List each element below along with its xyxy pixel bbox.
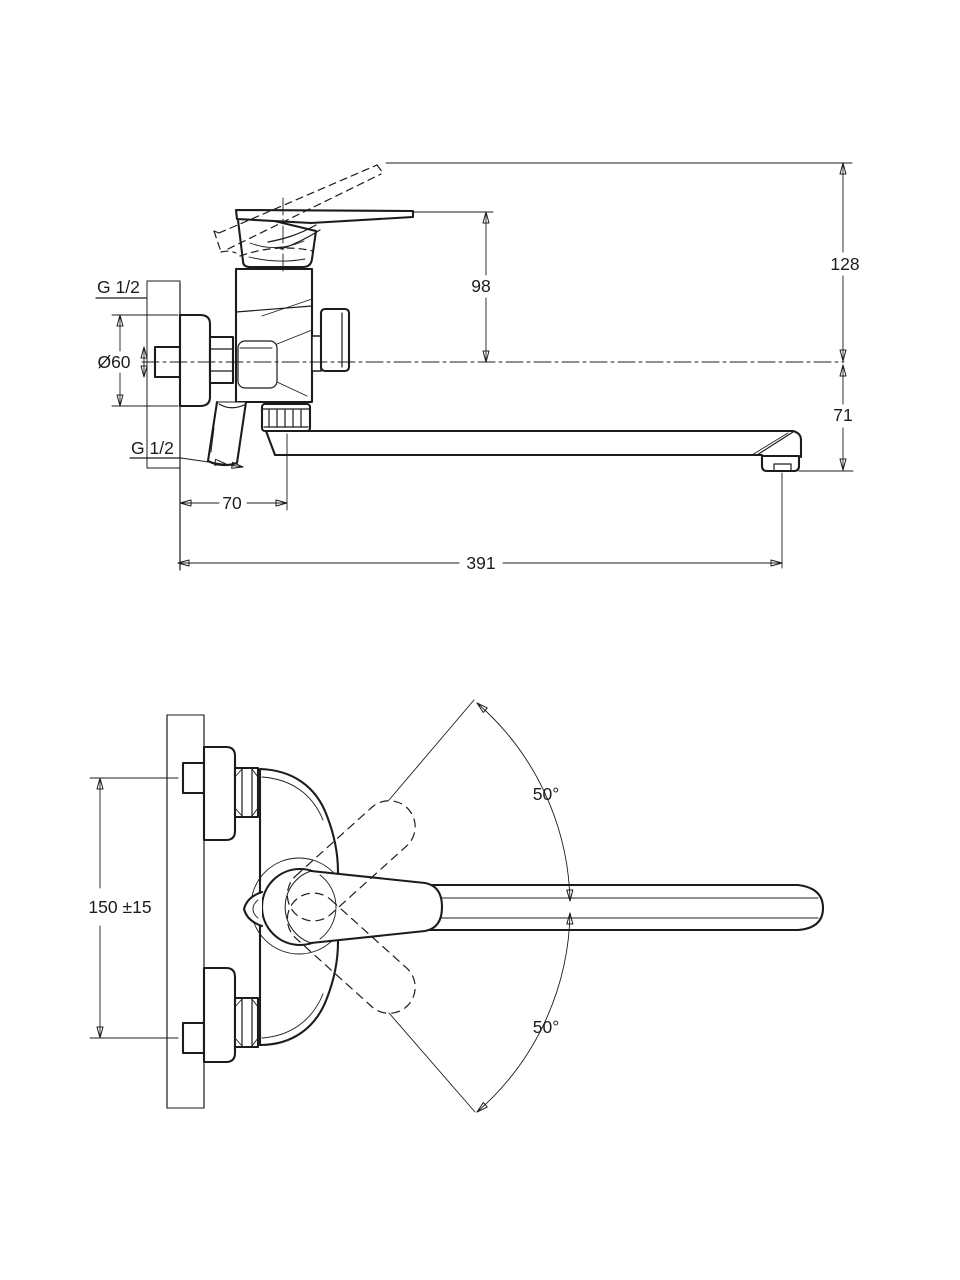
lower-hex-nut (235, 998, 258, 1047)
handle-cone (285, 871, 442, 943)
wall-flange (180, 315, 210, 406)
upper-mounting (183, 747, 258, 840)
upper-hex-nut (235, 768, 258, 817)
front-view (88, 700, 823, 1114)
dim-70-label: 70 (222, 493, 242, 513)
thread-wall-label: G 1/2 (97, 277, 140, 297)
upper-eccentric (183, 763, 204, 793)
angle-down-label: 50° (532, 1017, 560, 1037)
lower-mounting (183, 968, 258, 1062)
body-left-tip (244, 892, 262, 926)
lever-blade (236, 210, 413, 223)
shower-outlet (208, 402, 246, 465)
dim-71-label: 71 (833, 405, 853, 425)
aerator (762, 456, 799, 471)
angle-up-label: 50° (532, 784, 560, 804)
dim-98-label: 98 (471, 276, 491, 296)
spout-front (430, 885, 823, 930)
dim-128-label: 128 (830, 254, 860, 274)
mount-centers-dimension (88, 778, 151, 1038)
side-view (96, 163, 860, 573)
wall-section (147, 281, 180, 570)
lower-eccentric (183, 1023, 204, 1053)
mixer-body (236, 269, 312, 402)
lever-handle (236, 198, 413, 271)
upper-escutcheon (204, 747, 235, 840)
thread-shower-label: G 1/2 (131, 438, 174, 458)
dim-150-label: 150 ±15 (88, 897, 152, 917)
lower-escutcheon (204, 968, 235, 1062)
flange-diameter-label: Ø60 (97, 352, 131, 372)
swivel-spout (266, 431, 801, 471)
hex-nut (210, 337, 233, 383)
dim-391-label: 391 (466, 553, 496, 573)
spout-nut (262, 404, 310, 431)
